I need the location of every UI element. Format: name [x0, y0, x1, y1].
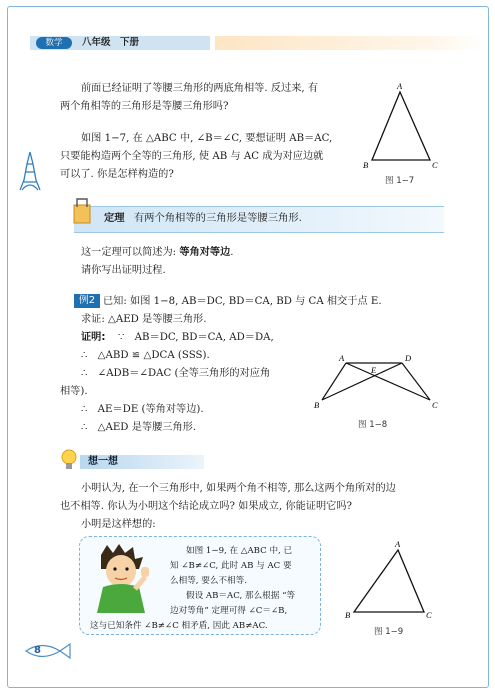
proof-line-1: ∵ AB＝DC, BD＝CA, AD＝DA, — [118, 332, 274, 343]
theorem-short-prefix: 这一定理可以简述为: — [81, 247, 180, 258]
example-2-given: 已知: 如图 1−8, AB＝DC, BD＝CA, BD 与 CA 相交于点 E. — [103, 296, 382, 307]
fig19-caption: 图 1−9 — [374, 627, 404, 637]
think-line-2: 也不相等. 你认为小明这个结论成立吗? 如果成立, 你能证明它吗? — [60, 501, 352, 512]
think-title: 想一想 — [88, 456, 118, 467]
figure-1-9 — [340, 538, 440, 624]
proof-label: 证明: — [81, 332, 106, 343]
dialog-line-2: 知 ∠B≠∠C, 此时 AB 与 AC 要 — [170, 561, 292, 571]
fig18-label-d: D — [405, 353, 412, 363]
page-number: 8 — [34, 645, 41, 656]
dialog-line-6: 这与已知条件 ∠B≠∠C 相矛盾, 因此 AB≠AC. — [90, 621, 268, 631]
think-line-1: 小明认为, 在一个三角形中, 如果两个角不相等, 那么这两个角所对的边 — [81, 483, 396, 494]
fig19-label-b: B — [345, 610, 351, 620]
fig17-label-b: B — [363, 160, 369, 170]
fig17-label-a: A — [397, 81, 403, 91]
figure-1-7 — [360, 80, 450, 175]
dialog-line-3: 么相等, 要么不相等. — [170, 576, 247, 586]
subject-badge: 数学 — [36, 37, 72, 49]
intro-line-1: 前面已经证明了等腰三角形的两底角相等. 反过来, 有 — [81, 83, 319, 94]
fig19-label-c: C — [426, 610, 432, 620]
fig17-text-line-3: 可以了. 你是怎样构造的? — [60, 169, 174, 180]
think-line-3: 小明是这样想的: — [81, 519, 156, 530]
thought-dialog — [79, 536, 321, 635]
tower-icon — [14, 150, 46, 192]
fig17-text-line-1: 如图 1−7, 在 △ABC 中, ∠B＝∠C, 要想证明 AB＝AC, — [81, 133, 333, 144]
dialog-line-1: 如图 1−9, 在 △ABC 中, 已 — [186, 546, 293, 556]
lightbulb-icon — [60, 448, 78, 474]
theorem-short-suffix: . — [230, 247, 234, 258]
proof-line-2: ∴ △ABD ≌ △DCA (SSS). — [81, 350, 210, 361]
proof-line-6: ∴ △AED 是等腰三角形. — [81, 422, 197, 433]
proof-line-4: 相等). — [60, 386, 88, 397]
dialog-line-5: 边对等角” 定理可得 ∠C＝∠B, — [170, 606, 288, 616]
theorem-short — [81, 244, 234, 261]
theorem-statement — [104, 210, 302, 227]
proof-line-3: ∴ ∠ADB＝∠DAC (全等三角形的对应角 — [81, 368, 271, 379]
example-2-prove: 求证: △AED 是等腰三角形. — [81, 314, 207, 325]
fig17-caption: 图 1−7 — [385, 176, 415, 186]
header-band-right — [215, 36, 485, 50]
intro-line-2: 两个角相等的三角形是等腰三角形吗? — [60, 101, 229, 112]
theorem-short-bold: 等角对等边 — [179, 247, 231, 258]
theorem-label: 定理 — [104, 212, 125, 224]
dialog-line-4: 假设 AB＝AC, 那么根据 “等 — [186, 591, 296, 601]
fig18-label-e: E — [371, 365, 377, 375]
boy-thinking-illustration — [85, 541, 165, 613]
fig18-label-c: C — [432, 400, 438, 410]
fig18-caption: 图 1−8 — [358, 420, 388, 430]
grade-volume-title: 八年级 下册 — [82, 37, 140, 48]
binder-clip-icon — [70, 197, 94, 225]
fig17-label-c: C — [432, 160, 438, 170]
fig18-label-b: B — [314, 400, 320, 410]
figure-1-8 — [312, 352, 447, 414]
theorem-short-line-2: 请你写出证明过程. — [81, 265, 166, 276]
example-2-badge: 例2 — [74, 294, 100, 308]
fig18-label-a: A — [339, 353, 345, 363]
fig19-label-a: A — [395, 539, 401, 549]
fig17-text-line-2: 只要能构造两个全等的三角形, 使 AB 与 AC 成为对应边就 — [60, 151, 324, 162]
theorem-text: 有两个角相等的三角形是等腰三角形. — [133, 212, 302, 224]
proof-line-5: ∴ AE＝DE (等角对等边). — [81, 404, 204, 415]
fish-decoration-icon — [20, 640, 74, 662]
